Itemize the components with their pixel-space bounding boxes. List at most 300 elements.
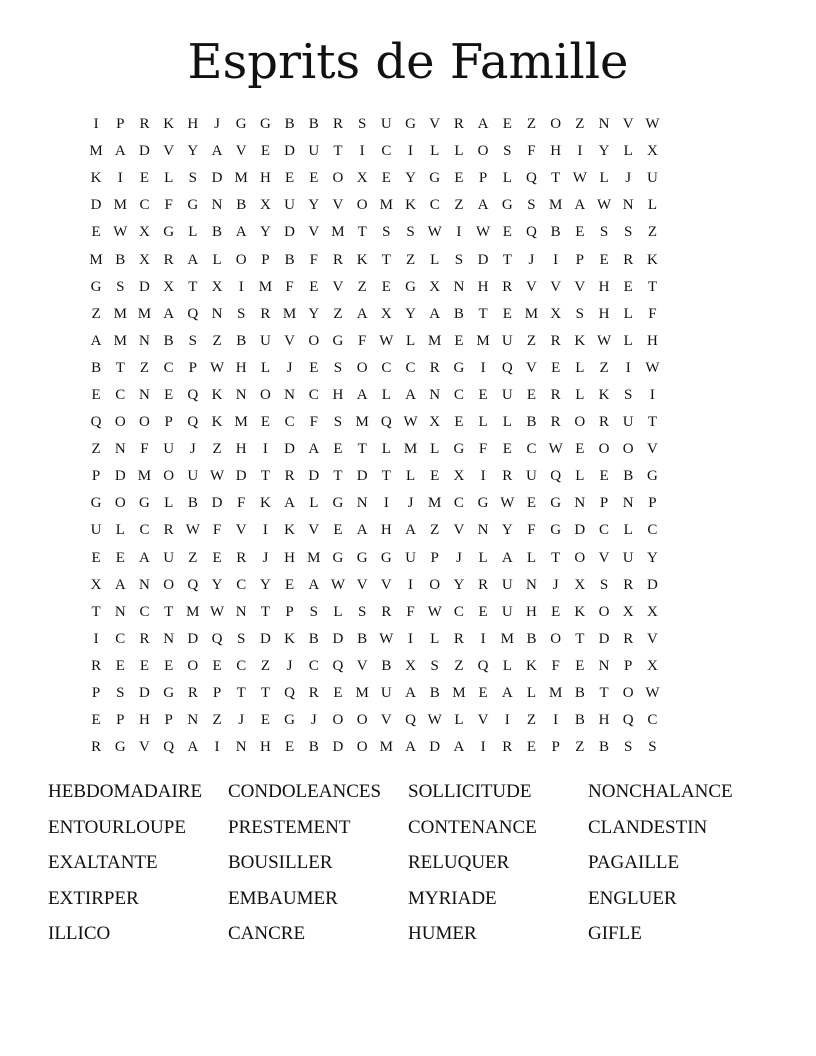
grid-letter[interactable]: D <box>646 576 658 593</box>
grid-letter[interactable]: C <box>429 197 440 214</box>
grid-letter[interactable]: R <box>381 603 392 620</box>
grid-letter[interactable]: W <box>645 685 660 702</box>
grid-letter[interactable]: P <box>285 603 294 620</box>
grid-letter[interactable]: Q <box>526 224 537 241</box>
grid-letter[interactable]: T <box>357 441 367 458</box>
grid-letter[interactable]: R <box>453 116 464 133</box>
grid-letter[interactable]: Y <box>259 576 271 593</box>
grid-letter[interactable]: C <box>381 143 392 160</box>
grid-letter[interactable]: I <box>408 630 414 647</box>
grid-letter[interactable]: U <box>622 414 634 431</box>
grid-letter[interactable]: K <box>356 251 368 268</box>
grid-letter[interactable]: M <box>137 305 152 322</box>
grid-letter[interactable]: L <box>430 143 440 160</box>
grid-letter[interactable]: J <box>552 576 559 593</box>
grid-letter[interactable]: Y <box>187 143 199 160</box>
grid-letter[interactable]: O <box>332 712 344 729</box>
grid-letter[interactable]: M <box>186 603 200 620</box>
grid-letter[interactable]: E <box>526 495 537 512</box>
grid-letter[interactable]: B <box>574 712 585 729</box>
grid-letter[interactable]: L <box>430 630 440 647</box>
grid-letter[interactable]: B <box>357 630 368 647</box>
grid-letter[interactable]: C <box>139 603 150 620</box>
grid-letter[interactable]: W <box>185 522 200 539</box>
grid-letter[interactable]: T <box>91 603 101 620</box>
grid-letter[interactable]: H <box>646 332 658 349</box>
grid-letter[interactable]: E <box>309 170 319 187</box>
grid-letter[interactable]: E <box>575 657 585 674</box>
grid-letter[interactable]: P <box>599 495 609 512</box>
grid-letter[interactable]: D <box>139 278 150 295</box>
grid-letter[interactable]: N <box>284 386 296 403</box>
grid-letter[interactable]: G <box>332 332 344 349</box>
grid-letter[interactable]: C <box>139 522 150 539</box>
grid-letter[interactable]: E <box>309 278 319 295</box>
grid-letter[interactable]: S <box>333 414 343 431</box>
grid-letter[interactable]: O <box>356 712 368 729</box>
grid-letter[interactable]: I <box>553 251 559 268</box>
grid-letter[interactable]: U <box>259 332 271 349</box>
grid-letter[interactable]: B <box>574 685 585 702</box>
grid-letter[interactable]: E <box>526 739 537 756</box>
grid-letter[interactable]: W <box>500 495 515 512</box>
grid-letter[interactable]: S <box>599 224 609 241</box>
grid-letter[interactable]: E <box>454 332 464 349</box>
grid-letter[interactable]: T <box>333 143 343 160</box>
grid-letter[interactable]: R <box>550 386 561 403</box>
grid-letter[interactable]: A <box>501 549 513 566</box>
grid-letter[interactable]: W <box>572 170 587 187</box>
grid-letter[interactable]: H <box>477 278 489 295</box>
grid-letter[interactable]: L <box>575 386 585 403</box>
grid-letter[interactable]: V <box>526 359 537 376</box>
grid-letter[interactable]: O <box>187 657 199 674</box>
grid-letter[interactable]: H <box>259 170 271 187</box>
grid-letter[interactable]: M <box>500 630 514 647</box>
grid-letter[interactable]: S <box>624 224 633 241</box>
grid-letter[interactable]: C <box>308 386 319 403</box>
grid-letter[interactable]: B <box>526 414 537 431</box>
grid-letter[interactable]: T <box>236 685 246 702</box>
grid-letter[interactable]: J <box>310 712 317 729</box>
grid-letter[interactable]: M <box>355 685 369 702</box>
grid-letter[interactable]: G <box>163 685 175 702</box>
grid-letter[interactable]: S <box>116 278 125 295</box>
grid-letter[interactable]: S <box>237 305 246 322</box>
grid-letter[interactable]: S <box>624 386 633 403</box>
grid-letter[interactable]: C <box>308 657 319 674</box>
grid-letter[interactable]: Z <box>526 332 537 349</box>
grid-letter[interactable]: S <box>406 224 415 241</box>
grid-letter[interactable]: P <box>91 685 101 702</box>
grid-letter[interactable]: F <box>309 414 318 431</box>
grid-letter[interactable]: Y <box>646 549 658 566</box>
grid-letter[interactable]: F <box>648 305 657 322</box>
grid-letter[interactable]: D <box>90 197 102 214</box>
grid-letter[interactable]: A <box>308 441 320 458</box>
grid-letter[interactable]: O <box>259 386 271 403</box>
grid-letter[interactable]: V <box>380 712 392 729</box>
grid-letter[interactable]: S <box>333 359 343 376</box>
grid-letter[interactable]: X <box>622 603 634 620</box>
grid-letter[interactable]: U <box>501 603 513 620</box>
grid-letter[interactable]: B <box>115 251 126 268</box>
grid-letter[interactable]: P <box>116 712 125 729</box>
grid-letter[interactable]: B <box>284 251 295 268</box>
grid-letter[interactable]: D <box>429 739 441 756</box>
grid-letter[interactable]: D <box>332 630 344 647</box>
grid-letter[interactable]: I <box>649 386 655 403</box>
grid-letter[interactable]: D <box>211 495 223 512</box>
grid-letter[interactable]: B <box>91 359 102 376</box>
grid-letter[interactable]: P <box>116 116 125 133</box>
grid-letter[interactable]: B <box>187 495 198 512</box>
grid-letter[interactable]: W <box>379 630 394 647</box>
grid-letter[interactable]: C <box>453 495 464 512</box>
grid-letter[interactable]: N <box>187 712 199 729</box>
grid-letter[interactable]: X <box>453 468 465 485</box>
grid-letter[interactable]: J <box>262 549 269 566</box>
grid-letter[interactable]: E <box>478 685 488 702</box>
grid-letter[interactable]: V <box>622 116 634 133</box>
grid-letter[interactable]: E <box>478 603 488 620</box>
grid-letter[interactable]: A <box>574 197 586 214</box>
grid-letter[interactable]: I <box>577 143 583 160</box>
grid-letter[interactable]: F <box>309 251 318 268</box>
grid-letter[interactable]: G <box>163 224 175 241</box>
grid-letter[interactable]: G <box>187 197 199 214</box>
grid-letter[interactable]: E <box>454 170 464 187</box>
grid-letter[interactable]: S <box>188 170 198 187</box>
grid-letter[interactable]: U <box>380 685 392 702</box>
grid-letter[interactable]: G <box>477 495 489 512</box>
grid-letter[interactable]: D <box>308 468 320 485</box>
grid-letter[interactable]: I <box>480 468 486 485</box>
grid-letter[interactable]: E <box>285 739 295 756</box>
grid-letter[interactable]: G <box>380 549 392 566</box>
grid-letter[interactable]: G <box>550 522 562 539</box>
grid-letter[interactable]: K <box>259 495 271 512</box>
grid-letter[interactable]: Z <box>212 332 222 349</box>
grid-letter[interactable]: U <box>187 468 199 485</box>
grid-letter[interactable]: V <box>477 712 489 729</box>
grid-letter[interactable]: L <box>115 522 125 539</box>
grid-letter[interactable]: B <box>381 657 392 674</box>
grid-letter[interactable]: O <box>235 251 247 268</box>
grid-letter[interactable]: R <box>623 251 634 268</box>
grid-letter[interactable]: M <box>548 685 563 702</box>
grid-letter[interactable]: M <box>137 468 152 485</box>
grid-letter[interactable]: L <box>188 224 198 241</box>
grid-letter[interactable]: D <box>332 739 344 756</box>
grid-letter[interactable]: W <box>209 359 225 376</box>
grid-letter[interactable]: M <box>234 170 248 187</box>
grid-letter[interactable]: T <box>260 603 270 620</box>
grid-letter[interactable]: E <box>115 549 125 566</box>
grid-letter[interactable]: O <box>550 630 562 647</box>
grid-letter[interactable]: L <box>381 386 391 403</box>
grid-letter[interactable]: T <box>260 685 270 702</box>
grid-letter[interactable]: G <box>405 116 416 133</box>
grid-letter[interactable]: H <box>598 305 610 322</box>
grid-letter[interactable]: M <box>258 278 273 295</box>
grid-letter[interactable]: N <box>163 630 175 647</box>
grid-letter[interactable]: R <box>623 576 634 593</box>
grid-letter[interactable]: D <box>356 468 368 485</box>
grid-letter[interactable]: V <box>235 143 247 160</box>
grid-letter[interactable]: H <box>235 359 247 376</box>
grid-letter[interactable]: K <box>211 386 223 403</box>
grid-letter[interactable]: B <box>163 332 174 349</box>
grid-letter[interactable]: C <box>405 359 416 376</box>
grid-letter[interactable]: W <box>476 224 491 241</box>
grid-letter[interactable]: G <box>356 549 368 566</box>
grid-letter[interactable]: Q <box>211 630 223 647</box>
grid-letter[interactable]: G <box>646 468 658 485</box>
grid-letter[interactable]: X <box>429 414 441 431</box>
grid-letter[interactable]: L <box>309 495 319 512</box>
grid-letter[interactable]: C <box>139 197 150 214</box>
grid-letter[interactable]: I <box>625 359 631 376</box>
grid-letter[interactable]: E <box>139 170 150 187</box>
grid-letter[interactable]: E <box>309 359 319 376</box>
grid-letter[interactable]: T <box>164 603 174 620</box>
grid-letter[interactable]: E <box>333 441 343 458</box>
grid-letter[interactable]: W <box>645 116 660 133</box>
grid-letter[interactable]: V <box>526 278 537 295</box>
grid-letter[interactable]: G <box>90 278 102 295</box>
grid-letter[interactable]: S <box>624 739 633 756</box>
grid-letter[interactable]: R <box>478 576 489 593</box>
grid-letter[interactable]: E <box>91 386 101 403</box>
grid-letter[interactable]: Q <box>284 685 296 702</box>
grid-letter[interactable]: J <box>238 712 245 729</box>
grid-letter[interactable]: L <box>381 441 391 458</box>
grid-letter[interactable]: K <box>284 522 296 539</box>
grid-letter[interactable]: E <box>599 468 609 485</box>
grid-letter[interactable]: B <box>526 630 537 647</box>
grid-letter[interactable]: L <box>164 170 174 187</box>
grid-letter[interactable]: C <box>284 414 295 431</box>
grid-letter[interactable]: R <box>163 251 174 268</box>
grid-letter[interactable]: X <box>259 197 271 214</box>
grid-letter[interactable]: T <box>599 685 609 702</box>
grid-letter[interactable]: M <box>307 549 321 566</box>
grid-letter[interactable]: G <box>284 712 296 729</box>
grid-letter[interactable]: L <box>623 305 633 322</box>
grid-letter[interactable]: D <box>477 251 489 268</box>
grid-letter[interactable]: H <box>139 712 150 729</box>
grid-letter[interactable]: Y <box>308 305 320 322</box>
grid-letter[interactable]: M <box>113 197 127 214</box>
grid-letter[interactable]: T <box>478 305 488 322</box>
grid-letter[interactable]: G <box>332 549 344 566</box>
grid-letter[interactable]: B <box>308 630 319 647</box>
grid-letter[interactable]: C <box>526 441 537 458</box>
grid-letter[interactable]: P <box>261 251 270 268</box>
grid-letter[interactable]: Q <box>622 712 634 729</box>
grid-letter[interactable]: L <box>623 332 633 349</box>
grid-letter[interactable]: O <box>114 495 126 512</box>
grid-letter[interactable]: C <box>381 359 392 376</box>
grid-letter[interactable]: W <box>379 332 394 349</box>
grid-letter[interactable]: I <box>408 143 414 160</box>
grid-letter[interactable]: E <box>502 116 512 133</box>
grid-letter[interactable]: Z <box>454 657 464 674</box>
grid-letter[interactable]: U <box>501 332 513 349</box>
grid-letter[interactable]: N <box>235 739 247 756</box>
grid-letter[interactable]: A <box>453 739 465 756</box>
grid-letter[interactable]: S <box>382 224 391 241</box>
grid-letter[interactable]: G <box>501 197 513 214</box>
grid-letter[interactable]: T <box>115 359 125 376</box>
grid-letter[interactable]: O <box>477 143 489 160</box>
grid-letter[interactable]: F <box>164 197 173 214</box>
grid-letter[interactable]: P <box>648 495 657 512</box>
grid-letter[interactable]: P <box>478 170 488 187</box>
grid-letter[interactable]: P <box>551 739 560 756</box>
grid-letter[interactable]: Z <box>333 305 343 322</box>
grid-letter[interactable]: M <box>234 414 248 431</box>
grid-letter[interactable]: Y <box>405 305 416 322</box>
grid-letter[interactable]: I <box>262 441 268 458</box>
grid-letter[interactable]: X <box>405 657 416 674</box>
grid-letter[interactable]: O <box>356 739 368 756</box>
grid-letter[interactable]: X <box>211 278 223 295</box>
grid-letter[interactable]: H <box>550 143 562 160</box>
grid-letter[interactable]: D <box>598 630 610 647</box>
grid-letter[interactable]: E <box>599 251 609 268</box>
grid-letter[interactable]: U <box>163 549 175 566</box>
grid-letter[interactable]: C <box>647 712 658 729</box>
grid-letter[interactable]: A <box>308 576 320 593</box>
grid-letter[interactable]: I <box>93 116 99 133</box>
grid-letter[interactable]: W <box>427 224 442 241</box>
grid-letter[interactable]: G <box>453 359 465 376</box>
grid-letter[interactable]: I <box>480 359 486 376</box>
grid-letter[interactable]: P <box>164 414 173 431</box>
grid-letter[interactable]: E <box>212 657 222 674</box>
grid-letter[interactable]: B <box>236 332 247 349</box>
grid-letter[interactable]: E <box>502 305 512 322</box>
grid-letter[interactable]: E <box>575 224 585 241</box>
grid-letter[interactable]: Q <box>187 576 199 593</box>
grid-letter[interactable]: O <box>356 359 368 376</box>
grid-letter[interactable]: C <box>236 657 247 674</box>
grid-letter[interactable]: Q <box>187 414 199 431</box>
grid-letter[interactable]: W <box>645 359 660 376</box>
grid-letter[interactable]: Q <box>90 414 102 431</box>
grid-letter[interactable]: O <box>114 414 126 431</box>
grid-letter[interactable]: J <box>286 657 293 674</box>
grid-letter[interactable]: R <box>332 116 343 133</box>
grid-letter[interactable]: V <box>356 576 368 593</box>
grid-letter[interactable]: Z <box>526 116 537 133</box>
grid-letter[interactable]: R <box>139 630 150 647</box>
grid-letter[interactable]: Z <box>260 657 270 674</box>
grid-letter[interactable]: E <box>91 224 101 241</box>
grid-letter[interactable]: L <box>478 549 488 566</box>
grid-letter[interactable]: X <box>90 576 102 593</box>
grid-letter[interactable]: R <box>429 359 440 376</box>
grid-letter[interactable]: P <box>91 468 101 485</box>
grid-letter[interactable]: H <box>598 712 610 729</box>
grid-letter[interactable]: V <box>429 116 441 133</box>
grid-letter[interactable]: P <box>624 657 633 674</box>
grid-letter[interactable]: O <box>574 549 586 566</box>
grid-letter[interactable]: F <box>406 603 415 620</box>
grid-letter[interactable]: S <box>648 739 657 756</box>
grid-letter[interactable]: W <box>113 224 128 241</box>
grid-letter[interactable]: T <box>551 170 561 187</box>
grid-letter[interactable]: P <box>575 251 585 268</box>
grid-letter[interactable]: F <box>478 441 488 458</box>
grid-letter[interactable]: H <box>235 441 247 458</box>
grid-letter[interactable]: B <box>308 739 319 756</box>
grid-letter[interactable]: B <box>236 197 247 214</box>
grid-letter[interactable]: H <box>259 739 271 756</box>
grid-letter[interactable]: E <box>164 657 174 674</box>
grid-letter[interactable]: U <box>163 441 175 458</box>
grid-letter[interactable]: Z <box>575 116 585 133</box>
grid-letter[interactable]: V <box>139 739 150 756</box>
grid-letter[interactable]: O <box>622 685 634 702</box>
grid-letter[interactable]: V <box>646 630 658 647</box>
grid-letter[interactable]: Z <box>357 278 367 295</box>
grid-letter[interactable]: L <box>575 468 585 485</box>
grid-letter[interactable]: V <box>356 657 368 674</box>
grid-letter[interactable]: H <box>187 116 199 133</box>
grid-letter[interactable]: I <box>93 630 99 647</box>
grid-letter[interactable]: M <box>379 739 394 756</box>
grid-letter[interactable]: L <box>623 522 633 539</box>
grid-letter[interactable]: R <box>284 468 295 485</box>
grid-letter[interactable]: S <box>116 685 125 702</box>
grid-letter[interactable]: J <box>528 251 535 268</box>
grid-letter[interactable]: J <box>286 359 293 376</box>
grid-letter[interactable]: Y <box>259 224 271 241</box>
grid-letter[interactable]: C <box>453 386 464 403</box>
grid-letter[interactable]: M <box>113 332 127 349</box>
grid-letter[interactable]: Q <box>405 712 416 729</box>
grid-letter[interactable]: U <box>501 576 513 593</box>
grid-letter[interactable]: N <box>139 332 150 349</box>
grid-letter[interactable]: A <box>139 549 150 566</box>
grid-letter[interactable]: L <box>647 197 657 214</box>
grid-letter[interactable]: G <box>453 441 465 458</box>
grid-letter[interactable]: U <box>308 143 320 160</box>
grid-letter[interactable]: K <box>284 630 296 647</box>
grid-letter[interactable]: S <box>357 116 367 133</box>
grid-letter[interactable]: N <box>622 495 634 512</box>
grid-letter[interactable]: I <box>383 495 389 512</box>
grid-letter[interactable]: Z <box>430 522 440 539</box>
grid-letter[interactable]: I <box>238 278 244 295</box>
grid-letter[interactable]: G <box>90 495 102 512</box>
grid-letter[interactable]: S <box>309 603 318 620</box>
grid-letter[interactable]: B <box>284 116 295 133</box>
grid-letter[interactable]: E <box>551 359 561 376</box>
grid-letter[interactable]: K <box>646 251 658 268</box>
grid-letter[interactable]: E <box>91 549 101 566</box>
grid-letter[interactable]: L <box>502 657 512 674</box>
grid-letter[interactable]: E <box>333 522 343 539</box>
grid-letter[interactable]: A <box>356 386 368 403</box>
grid-letter[interactable]: R <box>236 549 247 566</box>
grid-letter[interactable]: S <box>527 197 536 214</box>
grid-letter[interactable]: H <box>526 603 537 620</box>
grid-letter[interactable]: X <box>139 224 150 241</box>
